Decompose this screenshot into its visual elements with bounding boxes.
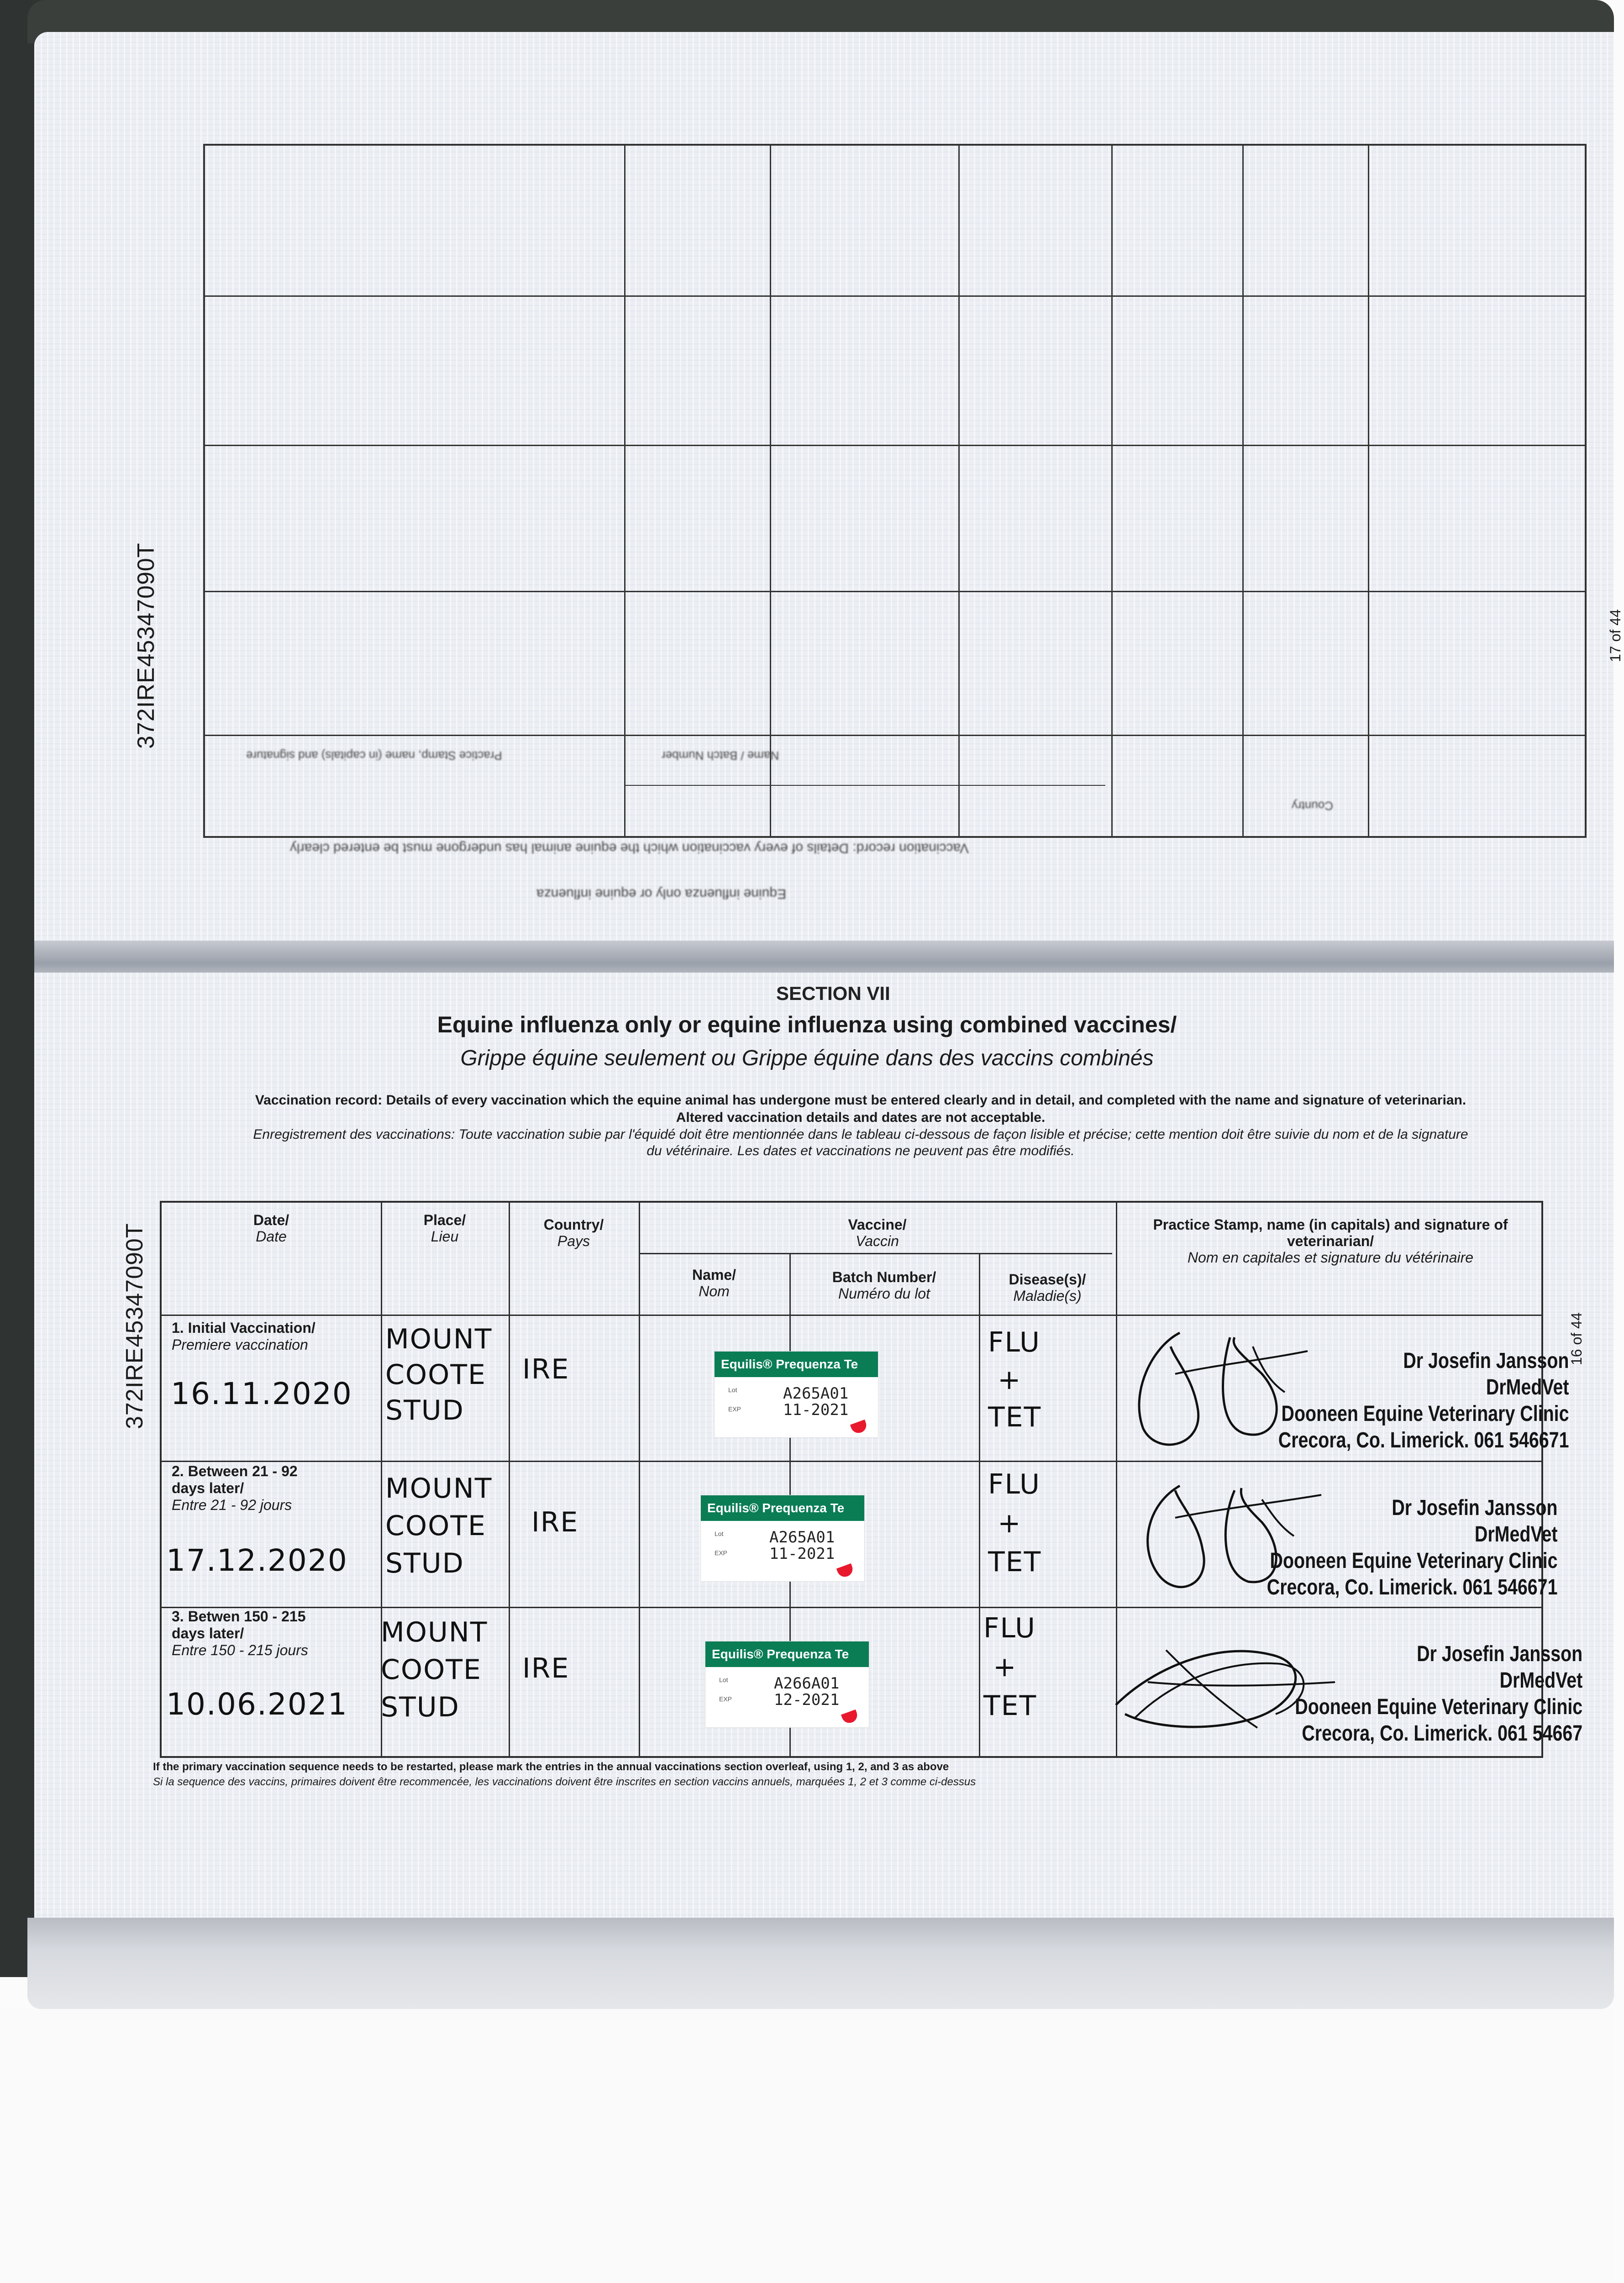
intro-en-line2: Altered vaccination details and dates are not acceptable. [676, 1110, 1046, 1125]
intro-en-line1: Vaccination record: Details of every vaccination which the equine animal has undergone must be entered clearly and in detail, and completed with the name and signature of veterinarian. [255, 1093, 1466, 1108]
row3-disease: FLU + TET [983, 1612, 1037, 1722]
show-through-header-1: Practice Stamp, name (in capitals) and signature [246, 749, 502, 763]
row3-vaccine-sticker [705, 1641, 869, 1728]
row2-label: 2. Between 21 - 92 days later/ Entre 21 - 92 jours [172, 1463, 298, 1513]
show-through-header-3: Country [1292, 799, 1334, 813]
header-practice-stamp: Practice Stamp, name (in capitals) and signature of veterinarian/ Nom en capitales et signature du vétérinaire [1153, 1216, 1508, 1266]
row2-sticker-mark [836, 1563, 855, 1579]
header-vaccine: Vaccine/ Vaccin [848, 1216, 907, 1249]
intro-fr-line2: du vétérinaire. Les dates et vaccinations ne peuvent pas être modifiés. [646, 1143, 1075, 1158]
row1-vaccine-sticker [714, 1351, 878, 1438]
header-disease: Disease(s)/ Maladie(s) [1009, 1271, 1086, 1304]
show-through-header-2: Name / Batch Number [662, 749, 779, 763]
passport-id-top: 372IRE45347090T [133, 542, 159, 749]
row1-vaccine-name: Equilis® Prequenza Te [715, 1352, 878, 1377]
row3-label: 3. Betwen 150 - 215 days later/ Entre 150 - 215 jours [172, 1608, 308, 1658]
row2-date: 17.12.2020 [166, 1543, 348, 1578]
passport-bottom-edge [27, 1918, 1614, 2009]
page-17 [34, 32, 1624, 963]
row3-date: 10.06.2021 [166, 1687, 348, 1722]
row3-batch: A266A01 12-2021 [774, 1674, 840, 1709]
row2-disease: FLU + TET [988, 1468, 1042, 1578]
row2-vaccine-name: Equilis® Prequenza Te [701, 1495, 864, 1521]
section-title-en: Equine influenza only or equine influenza using combined vaccines/ [437, 1012, 1177, 1037]
row1-place: MOUNT COOTE STUD [385, 1323, 493, 1426]
row2-batch: A265A01 11-2021 [769, 1528, 835, 1563]
row3-country: IRE [522, 1652, 570, 1684]
header-vaccine-name: Name/ Nom [692, 1267, 736, 1299]
row3-place: MOUNT COOTE STUD [381, 1616, 488, 1723]
footnote-en: If the primary vaccination sequence needs to be restarted, please mark the entries in the annual vaccinations section overleaf, using 1, 2, and 3 as above [153, 1761, 949, 1773]
section-label: SECTION VII [776, 983, 890, 1004]
row2-country: IRE [531, 1506, 579, 1538]
row3-lot-label: Lot [719, 1676, 728, 1683]
header-date: Date/ Date [253, 1212, 289, 1245]
row3-vaccine-name: Equilis® Prequenza Te [705, 1641, 869, 1667]
row3-practice-stamp: Dr Josefin Jansson DrMedVet Dooneen Equine Veterinary Clinic Crecora, Co. Limerick. 061 54667 [1295, 1642, 1582, 1746]
row1-country: IRE [522, 1353, 570, 1385]
row1-sticker-mark [850, 1420, 868, 1435]
header-batch-number: Batch Number/ Numéro du lot [832, 1269, 936, 1302]
page-number-bottom: 16 of 44 [1568, 1312, 1585, 1365]
row2-vaccine-sticker [700, 1495, 865, 1582]
passport-id-bottom: 372IRE45347090T [121, 1223, 148, 1429]
show-through-text-2: Equine influenza only or equine influenza [536, 886, 787, 901]
row1-disease: FLU + TET [988, 1326, 1042, 1433]
row1-exp-label: EXP [728, 1405, 741, 1413]
row3-sticker-mark [841, 1710, 859, 1725]
annual-vaccination-table-blank [203, 144, 1587, 838]
row1-label: 1. Initial Vaccination/ Premiere vaccination [172, 1320, 315, 1353]
row2-lot-label: Lot [715, 1530, 724, 1537]
intro-fr-line1: Enregistrement des vaccinations: Toute vaccination subie par l'équidé doit être mentionnée dans le tableau ci-dessous de façon lisible et précise; cette mention doit être suivie du nom et de la signature [253, 1127, 1468, 1142]
footnote-fr: Si la sequence des vaccins, primaires doivent être recommencée, les vaccinations doivent être inscrites en section vaccins annuels, marquées 1, 2 et 3 comme ci-dessus [153, 1776, 976, 1788]
row3-exp-label: EXP [719, 1695, 732, 1703]
row1-date: 16.11.2020 [171, 1376, 352, 1411]
row1-lot-label: Lot [728, 1386, 737, 1394]
row1-batch: A265A01 11-2021 [783, 1384, 849, 1419]
section-title-fr: Grippe équine seulement ou Grippe équine dans des vaccins combinés [460, 1046, 1154, 1070]
row2-practice-stamp: Dr Josefin Jansson DrMedVet Dooneen Equine Veterinary Clinic Crecora, Co. Limerick. 061 546671 [1267, 1496, 1557, 1599]
row2-place: MOUNT COOTE STUD [385, 1473, 493, 1579]
row2-exp-label: EXP [715, 1549, 728, 1557]
show-through-text-1: Vaccination record: Details of every vaccination which the equine animal has undergone must be entered clearly [290, 841, 969, 856]
scan-background [0, 2009, 1614, 2283]
header-country: Country/ Pays [543, 1216, 604, 1249]
page-number-top: 17 of 44 [1607, 609, 1624, 662]
row1-practice-stamp: Dr Josefin Jansson DrMedVet Dooneen Equine Veterinary Clinic Crecora, Co. Limerick. 061 546671 [1278, 1349, 1569, 1452]
header-place: Place/ Lieu [423, 1212, 466, 1245]
